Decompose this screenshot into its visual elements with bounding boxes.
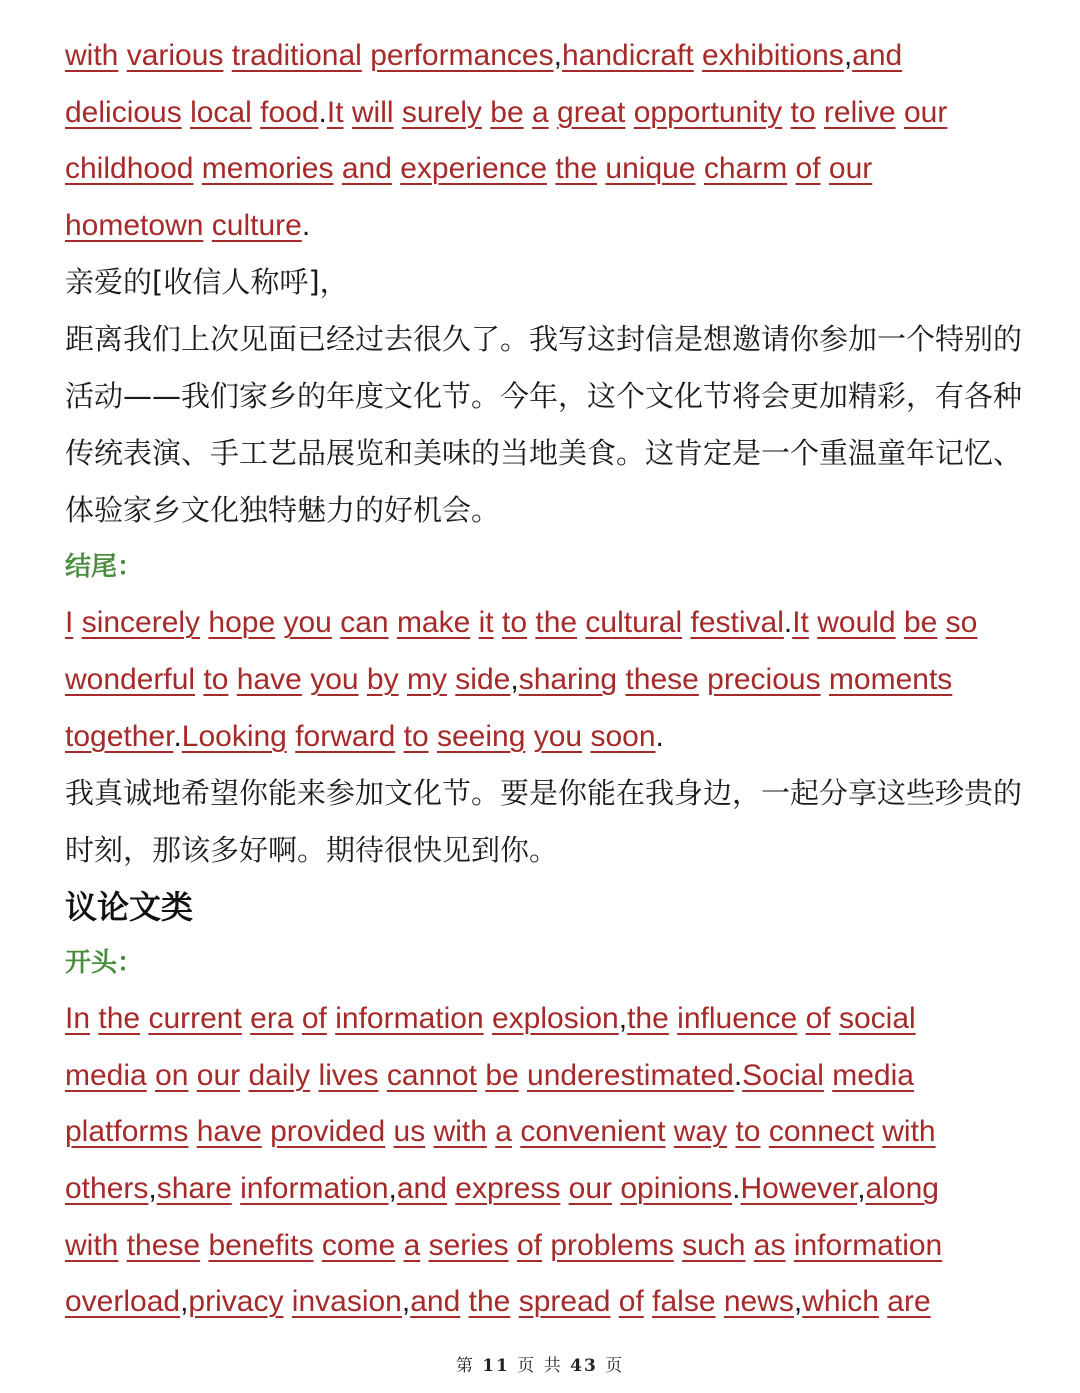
word: of [795,152,821,186]
word: the [555,152,598,186]
word: so [945,606,978,640]
word: have [196,1115,262,1149]
word: a [531,95,549,129]
word: food [260,95,319,129]
word: cultural [585,606,683,640]
word: be [485,1058,519,1092]
word: will [351,95,394,129]
word: my [406,662,447,696]
word: these [625,662,699,696]
punctuation: . [173,719,182,753]
word: various [126,39,224,72]
word: information [793,1228,943,1262]
word: of [618,1285,644,1319]
word: with [65,39,119,72]
chinese-line: 传统表演、手工艺品展览和美味的当地美食。这肯定是一个重温童年记忆、 [65,436,1023,471]
opening-label: 开头： [65,948,144,979]
punctuation: , [180,1285,189,1319]
punctuation: , [401,1285,411,1319]
word: invasion [291,1285,402,1319]
word: information [335,1002,484,1036]
word: In [65,1002,91,1036]
word: share [156,1171,232,1205]
word: local [190,95,252,129]
word: It [326,95,344,129]
punctuation: , [793,1285,803,1319]
punctuation: , [553,39,562,72]
word: our [196,1058,241,1092]
word: information [240,1171,389,1205]
invitation-body-zh [65,311,1025,539]
word: hope [208,606,276,640]
word: handicraft [561,39,694,72]
english-line [65,1048,1025,1105]
word: of [516,1228,542,1262]
word: lives [318,1058,379,1092]
current-page-number: 11 [482,1356,510,1376]
word: you [533,719,583,753]
word: be [903,606,938,640]
word: Social [742,1058,824,1092]
invitation-greeting-zh: 亲爱的[收信人称呼]， [65,265,349,300]
opening-en [65,991,1025,1331]
word: express [455,1171,561,1205]
word: to [203,662,229,696]
word: memories [201,152,334,186]
word: forward [295,719,396,753]
chinese-line: 活动——我们家乡的年度文化节。今年，这个文化节将会更加精彩，有各种 [65,379,1023,414]
punctuation: . [783,606,793,640]
word: the [468,1285,511,1319]
chinese-line: 距离我们上次见面已经过去很久了。我写这封信是想邀请你参加一个特别的 [65,322,1023,357]
english-line [65,198,1025,255]
word: influence [677,1002,798,1036]
word: platforms [65,1115,189,1149]
word: which [802,1285,879,1319]
word: experience [400,152,547,186]
word: current [148,1002,242,1036]
ending-label: 结尾： [65,552,144,583]
word: by [366,662,399,696]
document-page [65,28,1025,1331]
word: overload [65,1285,181,1319]
word: with [882,1115,936,1149]
word: relive [823,95,896,129]
punctuation: , [857,1171,866,1205]
total-pages-number: 43 [570,1356,598,1376]
word: and [852,39,903,72]
english-line [65,991,1025,1048]
word: delicious [65,95,182,129]
footer-suffix: 页 [605,1356,625,1376]
word: to [790,95,816,129]
word: era [250,1002,294,1036]
punctuation: , [388,1171,397,1205]
word: to [403,719,429,753]
word: convenient [520,1115,666,1149]
word: media [832,1058,914,1092]
word: it [478,606,494,640]
word: cannot [386,1058,477,1092]
english-line [65,28,1025,85]
word: opinions [620,1171,733,1205]
word: opportunity [633,95,783,129]
english-line [65,1218,1025,1275]
word: precious [707,662,821,696]
word: us [393,1115,426,1149]
word: Looking [181,719,287,753]
word: the [627,1002,669,1036]
word: series [428,1228,509,1262]
word: a [495,1115,512,1149]
word: you [283,606,332,640]
page-footer [0,1351,1080,1376]
ending-zh [65,765,1025,879]
word: benefits [208,1228,314,1262]
word: and [396,1171,447,1205]
word: can [340,606,389,640]
word: seeing [436,719,526,753]
word: performances [370,39,554,72]
word: be [490,95,524,129]
punctuation: , [843,39,853,72]
word: side [455,662,511,696]
word: to [735,1115,761,1149]
word: sincerely [81,606,201,640]
word: along [865,1171,939,1205]
word: However [740,1171,858,1205]
word: and [341,152,392,186]
chinese-line: 我真诚地希望你能来参加文化节。要是你能在我身边，一起分享这些珍贵的 [65,776,1023,811]
english-line [65,1161,1025,1218]
word: culture [211,208,302,242]
word: with [433,1115,487,1149]
english-line [65,141,1025,198]
word: festival [690,606,784,640]
word: unique [605,152,696,186]
word: It [792,606,809,640]
word: are [887,1285,931,1319]
english-line [65,1274,1025,1331]
footer-prefix: 第 [455,1356,475,1376]
word: the [535,606,578,640]
word: others [65,1171,149,1205]
word: underestimated [527,1058,734,1092]
word: with [65,1228,119,1262]
word: hometown [65,208,204,242]
word: together [65,719,174,753]
english-line [65,709,1025,766]
punctuation: . [655,719,664,753]
punctuation: . [732,1171,741,1205]
invitation-body-en [65,28,1025,254]
word: spread [518,1285,611,1319]
word: of [301,1002,327,1036]
english-line [65,1104,1025,1161]
word: make [396,606,471,640]
word: wonderful [65,662,196,696]
word: great [557,95,626,129]
word: exhibitions [702,39,844,72]
word: come [321,1228,396,1262]
ending-en [65,595,1025,765]
word: sharing [518,662,618,696]
word: a [403,1228,421,1262]
punctuation: , [510,662,519,696]
punctuation: . [733,1058,743,1092]
word: such [682,1228,746,1262]
word: these [126,1228,201,1262]
word: false [652,1285,716,1319]
punctuation: , [148,1171,157,1205]
word: explosion [491,1002,619,1036]
word: on [155,1058,189,1092]
word: you [310,662,359,696]
word: charm [703,152,788,186]
word: social [838,1002,916,1036]
punctuation: . [318,95,327,129]
word: have [236,662,302,696]
word: of [805,1002,831,1036]
word: media [65,1058,147,1092]
word: to [501,606,528,640]
word: moments [828,662,953,696]
word: connect [768,1115,874,1149]
word: soon [590,719,656,753]
word: as [753,1228,786,1262]
english-line [65,85,1025,142]
word: our [828,152,873,186]
english-line [65,595,1025,652]
word: our [568,1171,613,1205]
section-heading: 议论文类 [65,888,194,927]
english-line [65,652,1025,709]
word: news [723,1285,794,1319]
chinese-line: 时刻，那该多好啊。期待很快见到你。 [65,833,559,868]
word: daily [248,1058,311,1092]
word: would [817,606,896,640]
word: problems [550,1228,674,1262]
word: childhood [65,152,194,186]
footer-middle: 页 共 [517,1356,563,1376]
word: traditional [231,39,362,72]
chinese-line: 体验家乡文化独特魅力的好机会。 [65,493,501,528]
word: and [410,1285,461,1319]
word: privacy [188,1285,284,1319]
word: I [65,606,74,640]
word: our [903,95,948,129]
word: way [673,1115,728,1149]
punctuation: , [618,1002,628,1036]
word: the [98,1002,141,1036]
word: surely [401,95,482,129]
punctuation: . [301,208,311,242]
word: provided [270,1115,386,1149]
